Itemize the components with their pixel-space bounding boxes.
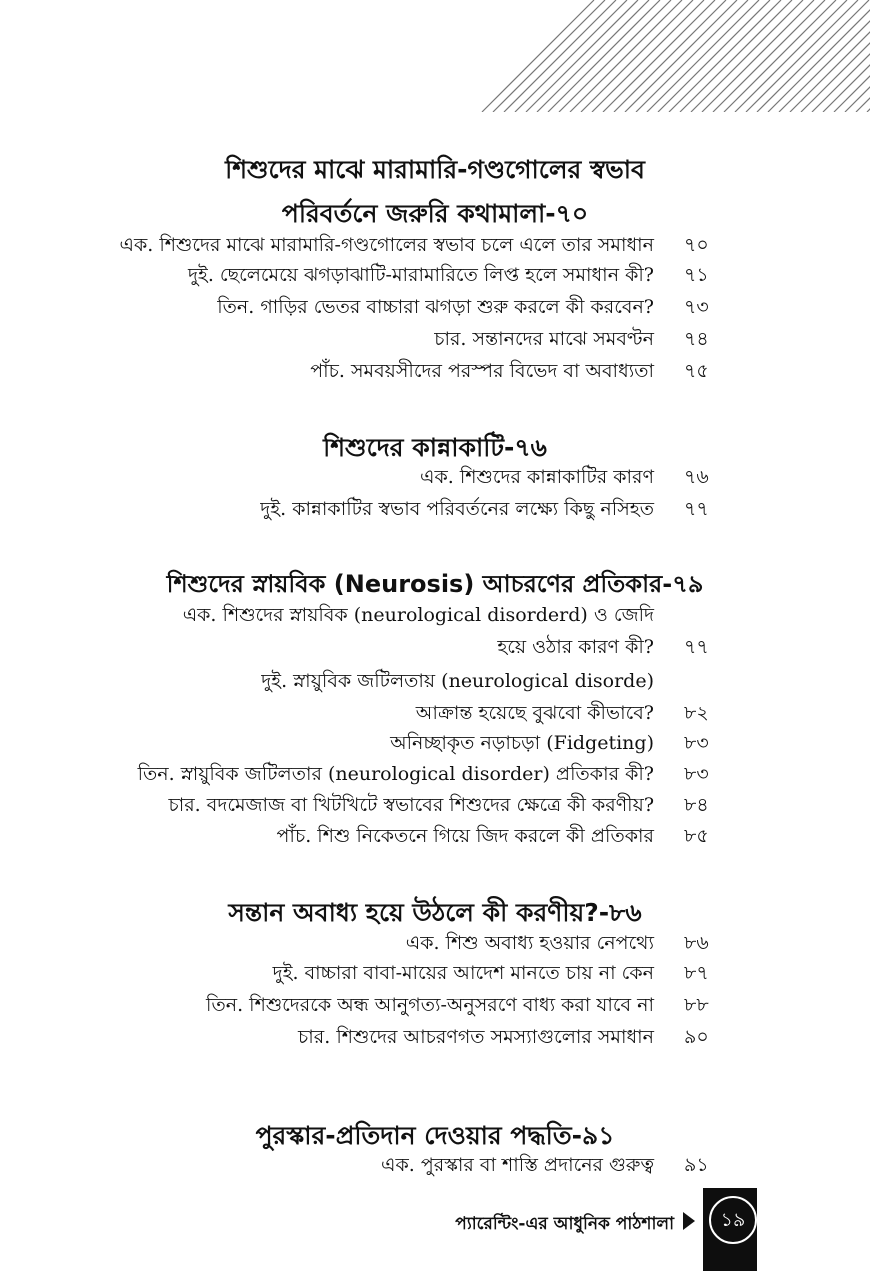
toc-entry[interactable]: পাঁচ. শিশু নিকেতনে গিয়ে জিদ করলে কী প্রতিকার <box>276 825 654 847</box>
toc-entry[interactable]: এক. পুরস্কার বা শাস্তি প্রদানের গুরুত্ব <box>381 1154 654 1176</box>
toc-page-number: ৮২ <box>684 702 709 724</box>
toc-page-number: ৭৫ <box>684 360 709 382</box>
toc-entry[interactable]: চার. শিশুদের আচরণগত সমস্যাগুলোর সমাধান <box>298 1026 654 1048</box>
toc-entry[interactable]: চার. বদমেজাজ বা খিটখিটে স্বভাবের শিশুদের ক্ষেত্রে কী করণীয়? <box>168 794 654 816</box>
toc-page-number: ৭১ <box>684 264 709 286</box>
toc-entry[interactable]: হয়ে ওঠার কারণ কী? <box>497 636 654 658</box>
play-arrow-icon <box>683 1212 695 1230</box>
section-heading: সন্তান অবাধ্য হয়ে উঠলে কী করণীয়?-৮৬ <box>228 898 642 927</box>
toc-page-number: ৭৬ <box>684 466 709 488</box>
toc-entry[interactable]: আক্রান্ত হয়েছে বুঝবো কীভাবে? <box>415 702 654 724</box>
section-heading: পরিবর্তনে জরুরি কথামালা-৭০ <box>281 199 589 228</box>
section-heading: শিশুদের স্নায়বিক (Neurosis) আচরণের প্রতিকার-৭৯ <box>166 570 704 598</box>
toc-entry[interactable]: অনিচ্ছাকৃত নড়াচড়া (Fidgeting) <box>390 732 654 754</box>
toc-page-number: ৮৩ <box>684 763 709 785</box>
section-heading: শিশুদের কান্নাকাটি-৭৬ <box>323 433 547 462</box>
footer-book-title: প্যারেন্টিং-এর আধুনিক পাঠশালা <box>455 1214 674 1234</box>
toc-page-number: ৮৪ <box>684 794 709 816</box>
toc-page-number: ৭৪ <box>684 328 709 350</box>
toc-page-number: ৮৬ <box>684 932 709 954</box>
toc-page-number: ৯১ <box>684 1154 709 1176</box>
section-heading: শিশুদের মাঝে মারামারি-গণ্ডগোলের স্বভাব <box>225 155 645 184</box>
toc-entry[interactable]: দুই. কান্নাকাটির স্বভাব পরিবর্তনের লক্ষ্যে কিছু নসিহত <box>260 498 654 520</box>
toc-entry[interactable]: এক. শিশুদের স্নায়বিক (neurological disorderd) ও জেদি <box>182 604 654 626</box>
toc-page-number: ৮৭ <box>684 962 709 984</box>
toc-entry[interactable]: এক. শিশুদের মাঝে মারামারি-গণ্ডগোলের স্বভাব চলে এলে তার সমাধান <box>119 234 654 256</box>
toc-entry[interactable]: এক. শিশুদের কান্নাকাটির কারণ <box>420 466 654 488</box>
page-number-badge: ১৯ <box>709 1196 757 1244</box>
toc-page-number: ৮৮ <box>684 994 709 1016</box>
toc-entry[interactable]: পাঁচ. সমবয়সীদের পরস্পর বিভেদ বা অবাধ্যতা <box>310 360 654 382</box>
toc-entry[interactable]: চার. সন্তানদের মাঝে সমবণ্টন <box>434 328 654 350</box>
toc-entry[interactable]: দুই. বাচ্চারা বাবা-মায়ের আদেশ মানতে চায় না কেন <box>272 962 654 984</box>
toc-page-number: ৭৭ <box>684 498 709 520</box>
toc-page-number: ৭৭ <box>684 636 709 658</box>
toc-entry[interactable]: দুই. ছেলেমেয়ে ঝগড়াঝাটি-মারামারিতে লিপ্ত হলে সমাধান কী? <box>187 264 654 286</box>
toc-page-number: ৯০ <box>684 1026 709 1048</box>
toc-page-number: ৭০ <box>684 234 709 256</box>
toc-entry[interactable]: এক. শিশু অবাধ্য হওয়ার নেপথ্যে <box>405 932 654 954</box>
toc-page-number: ৮৫ <box>684 825 709 847</box>
section-heading: পুরস্কার-প্রতিদান দেওয়ার পদ্ধতি-৯১ <box>255 1121 615 1150</box>
toc-entry[interactable]: দুই. স্নায়ুবিক জটিলতায় (neurological disorde) <box>261 670 654 692</box>
toc-page-number: ৮৩ <box>684 732 709 754</box>
toc-entry[interactable]: তিন. শিশুদেরকে অন্ধ আনুগত্য-অনুসরণে বাধ্য করা যাবে না <box>206 994 654 1016</box>
toc-entry[interactable]: তিন. স্নায়ুবিক জটিলতার (neurological disorder) প্রতিকার কী? <box>137 763 654 785</box>
toc-page-number: ৭৩ <box>684 296 709 318</box>
toc-entry[interactable]: তিন. গাড়ির ভেতর বাচ্চারা ঝগড়া শুরু করলে কী করবেন? <box>217 296 654 318</box>
